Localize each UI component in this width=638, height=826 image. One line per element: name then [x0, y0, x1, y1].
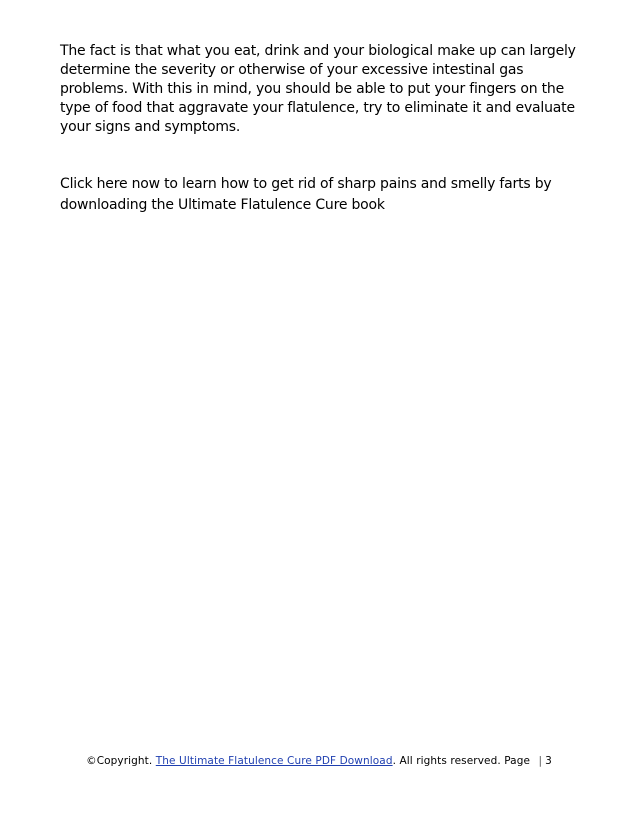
call-to-action-paragraph: Click here now to learn how to get rid of sharp pains and smelly farts by downloading the Ultimate Flatulence Cure book [60, 176, 552, 213]
rights-reserved-text: . All rights reserved. Page [392, 755, 534, 767]
page-footer [0, 754, 638, 768]
footer-link-pdf-download[interactable]: The Ultimate Flatulence Cure PDF Download [155, 755, 393, 767]
body-paragraph-1: The fact is that what you eat, drink and your biological make up can largely determine the severity or otherwise of your excessive intestinal gas problems. With this in mind, you should be able to put your fingers on the type of food that aggravate your flatulence, try to eliminate it and evaluate your signs and symptoms. [60, 43, 576, 135]
copyright-prefix: ©Copyright. [86, 755, 156, 767]
page-number: 3 [545, 755, 552, 767]
page-separator: | [538, 755, 543, 767]
